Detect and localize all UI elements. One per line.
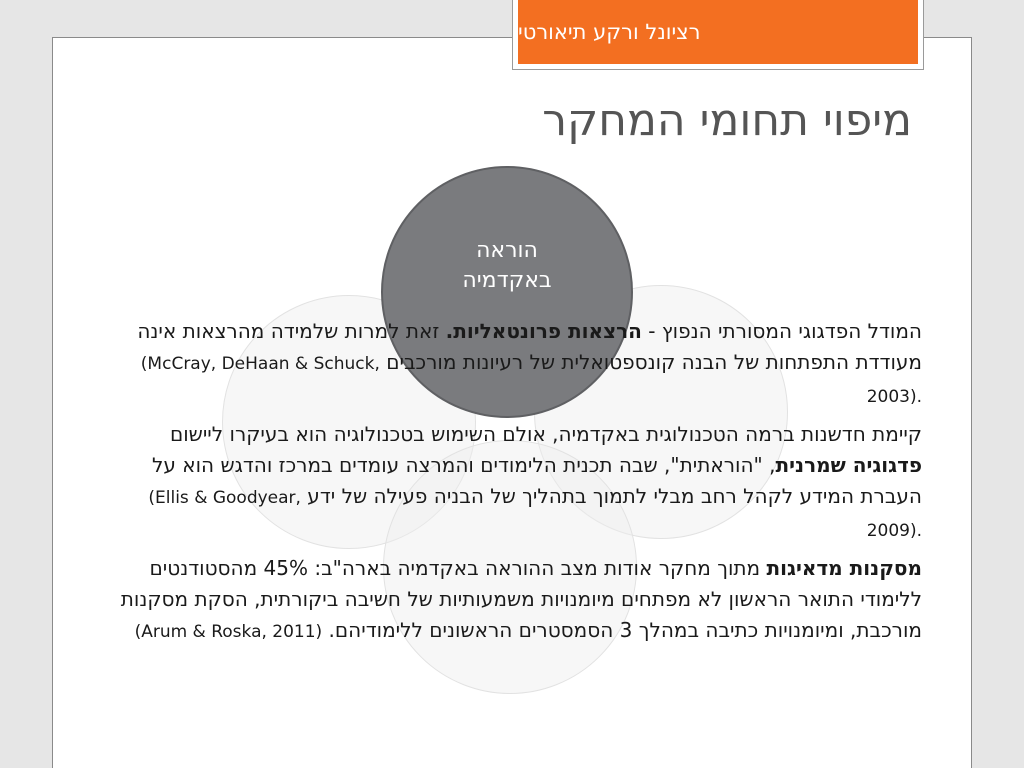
p2-citation: (Ellis & Goodyear, 2009).	[148, 488, 922, 541]
paragraph-1	[100, 316, 922, 413]
p3-text-a: מתוך מחקר אודות מצב ההוראה באקדמיה בארה"ב: 45% מהסטודנטים ללימודי התואר הראשון לא מפתחים מיומנויות משמעותיות של חשיבה ביקורתית, הסקת מסקנות מורכבת, ומיומנויות כתיבה במהלך 3 הסמסטרים הראשונים ללימודיהם.	[120, 556, 922, 642]
p3-bold: מסקנות מדאיגות	[766, 556, 922, 580]
circle-label-line1: הוראה	[476, 238, 538, 263]
paragraph-2	[100, 419, 922, 547]
p2-text-b: , "הוראתית", שבה תכנית הלימודים והמרצה עומדים במרכז והדגש הוא על העברת המידע לקהל רחב מבלי לתמוך בתהליך של הבניה פעילה של ידע	[151, 453, 922, 508]
header-tab-label: רציונל ורקע תיאורטי	[518, 0, 918, 64]
p1-citation: (McCray, DeHaan & Schuck, 2003).	[140, 354, 922, 407]
circle-label-line2: באקדמיה	[462, 268, 552, 293]
p1-bold: הרצאות פרונטאליות.	[445, 319, 642, 343]
p1-text-b: זאת למרות שלמידה מהרצאות אינה מעודדת התפתחות של הבנה קונספטואלית של רעיונות מורכבים	[137, 319, 922, 374]
paragraph-3	[100, 553, 922, 648]
body-text	[100, 316, 922, 654]
p3-citation: (Arum & Roska, 2011)	[134, 622, 323, 642]
slide-title: מיפוי תחומי המחקר	[542, 95, 912, 146]
header-tab	[512, 0, 924, 70]
p2-text-a: קיימת חדשנות ברמה הטכנולוגית באקדמיה, אולם השימוש בטכנולוגיה הוא בעיקרו ליישום	[169, 422, 922, 446]
p2-bold: פדגוגיה שמרנית	[775, 453, 922, 477]
diagram-circle-top-label	[462, 236, 551, 296]
p1-text-a: המודל הפדגוגי המסורתי הנפוץ -	[641, 319, 922, 343]
